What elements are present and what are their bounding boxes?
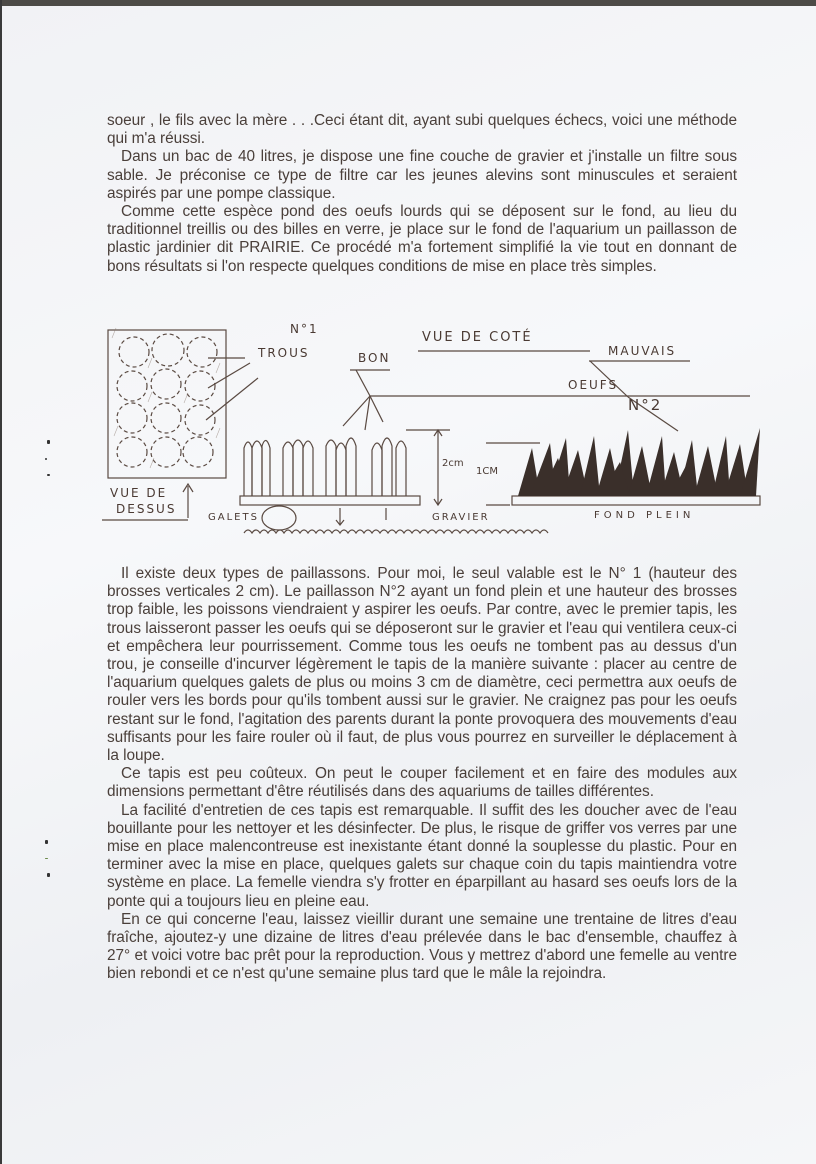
label-vue-de-dessus-1: VUE DE <box>110 486 168 500</box>
paragraph: En ce qui concerne l'eau, laissez vieillir durant une semaine une trentaine de litres d'eau fraîche, ajoutez-y une dizaine de litres d'eau prélevée dans le bac d'ensemble, chauffez à 27° et voici votre bac prêt pour la reproduction. Vous y mettrez d'abord une femelle au ventre bien rebondi et ce n'est qu'une semaine plus tard que le mâle la rejoindra. <box>107 910 737 983</box>
mat-1-bristles <box>244 438 406 496</box>
hatching <box>112 328 220 468</box>
paragraph: La facilité d'entretien de ces tapis est remarquable. Il suffit des les doucher avec de l'eau bouillante pour les nettoyer et les désinfecter. De plus, le risque de griffer vos verres par une mise en place malencontreuse est inexistante étant donné la souplesse du plastic. Pour en terminer avec la mise en place, quelques galets sur chaque coin du tapis maintiendra votre système en place. La femelle viendra s'y frotter en éparpillant au hasard ses oeufs lors de la ponte qui a toujours lieu en pleine eau. <box>107 801 737 910</box>
mat-1-base <box>240 496 420 505</box>
label-vue-de-dessus-2: DESSUS <box>116 502 177 516</box>
text-section-bottom <box>107 565 737 984</box>
label-2cm: 2cm <box>442 458 464 469</box>
label-bon: BON <box>358 351 391 365</box>
paragraph: Ce tapis est peu coûteux. On peut le couper facilement et en faire des modules aux dimensions permettant d'être réutilisés dans des aquariums de tailles différentes. <box>107 765 737 801</box>
gravel <box>244 530 548 533</box>
label-vue-de-cote: VUE DE COTÉ <box>422 330 533 345</box>
scan-left-edge <box>0 0 2 1164</box>
label-mauvais: MAUVAIS <box>608 344 677 358</box>
label-no1: N°1 <box>290 322 319 336</box>
text-section-top <box>107 112 737 276</box>
label-1cm: 1CM <box>476 466 498 477</box>
hand-drawn-diagram <box>100 318 780 548</box>
paragraph: soeur , le fils avec la mère . . .Ceci étant dit, ayant subi quelques échecs, voici une méthode qui m'a réussi. <box>107 112 737 148</box>
label-oeufs: OEUFS <box>568 378 619 392</box>
label-fond-plein: FOND PLEIN <box>594 510 695 521</box>
pebble <box>262 506 296 530</box>
scan-top-edge <box>0 0 816 6</box>
label-no2: N°2 <box>628 396 663 414</box>
mat-2-bristles <box>518 428 760 496</box>
paragraph: Il existe deux types de paillassons. Pour moi, le seul valable est le N° 1 (hauteur des brosses verticales 2 cm). Le paillasson N°2 ayant un fond plein et une hauteur des brosses trop faible, les poissons viendraient y aspirer les oeufs. Par contre, avec le premier tapis, les trous laisseront passer les oeufs qui se déposeront sur le gravier et l'eau qui ventilera ceux-ci et empêchera leur pourrissement. Comme tous les oeufs ne tombent pas au dessus d'un trou, je conseille d'incurver légèrement le tapis de la manière suivante : placer au centre de l'aquarium quelques galets de plus ou moins 3 cm de diamètre, ceci permettra aux oeufs de rouler vers les bords pour qu'ils tombent aussi sur le gravier. Ne craignez pas pour les oeufs restant sur le fond, l'agitation des parents durant la ponte provoquera des mouvements d'eau suffisants pour les faire rouler où il faut, de plus vous pourrez en surveiller le déplacement à la loupe. <box>107 565 737 765</box>
label-gravier: GRAVIER <box>432 512 490 523</box>
paragraph: Dans un bac de 40 litres, je dispose une fine couche de gravier et j'installe un filtre sous sable. Je préconise ce type de filtre car les jeunes alevins sont minuscules et seraient aspirés par une pompe classique. <box>107 148 737 202</box>
paragraph: Comme cette espèce pond des oeufs lourds qui se déposent sur le fond, au lieu du traditionnel treillis ou des billes en verre, je place sur le fond de l'aquarium un paillasson de plastic jardinier dit PRAIRIE. Ce procédé m'a fortement simplifié la vie tout en donnant de bons résultats si l'on respecte quelques conditions de mise en place très simples. <box>107 203 737 275</box>
label-trous: TROUS <box>258 346 310 360</box>
mat-2-base <box>512 496 760 505</box>
holes <box>117 334 217 467</box>
label-galets: GALETS <box>208 512 259 523</box>
